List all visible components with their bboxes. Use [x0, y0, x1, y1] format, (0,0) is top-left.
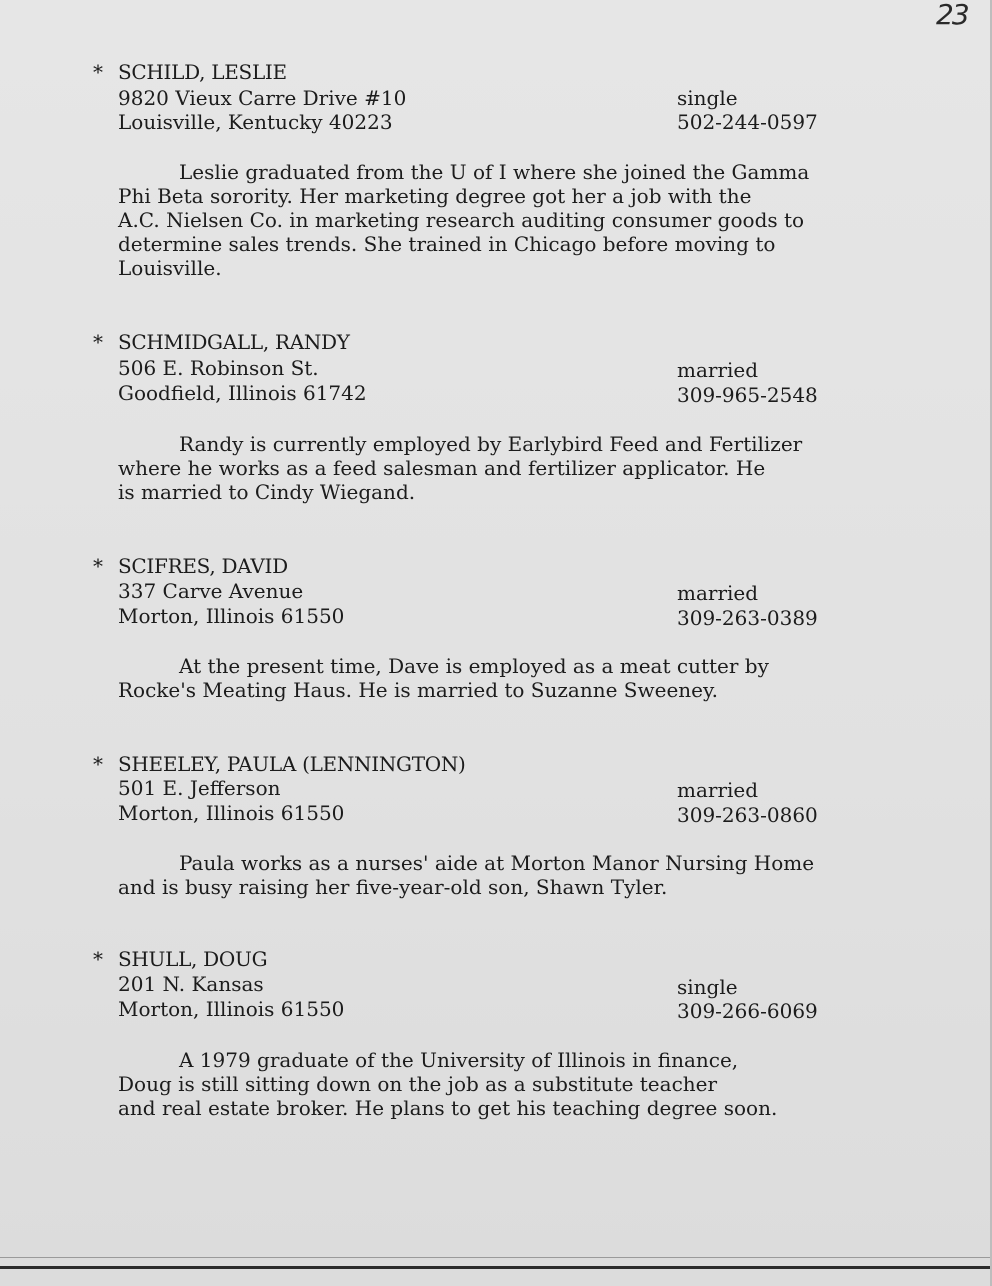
entry-marker: * — [93, 752, 103, 776]
entry-address-line1: 506 E. Robinson St. — [118, 356, 319, 380]
entry-name: SHULL, DOUG — [118, 947, 268, 971]
bio-line: Paula works as a nurses' aide at Morton Manor Nursing Home — [179, 851, 815, 875]
entry-name: SCIFRES, DAVID — [118, 554, 288, 578]
bio-line: Phi Beta sorority. Her marketing degree got her a job with the — [118, 184, 752, 208]
entry-address-line2: Louisville, Kentucky 40223 — [118, 110, 393, 134]
entry-phone: 309-266-6069 — [677, 999, 818, 1023]
bio-line: Louisville. — [118, 256, 222, 280]
bio-line: and real estate broker. He plans to get his teaching degree soon. — [118, 1096, 778, 1120]
entry-address-line1: 9820 Vieux Carre Drive #10 — [118, 86, 407, 110]
bio-line: Rocke's Meating Haus. He is married to Suzanne Sweeney. — [118, 678, 719, 702]
entry-marker: * — [93, 947, 103, 971]
entry-marker: * — [93, 554, 103, 578]
page-bottom-edge — [0, 1266, 992, 1269]
entry-address-line2: Morton, Illinois 61550 — [118, 604, 345, 628]
bio-line: Doug is still sitting down on the job as a substitute teacher — [118, 1072, 718, 1096]
entry-phone: 309-965-2548 — [677, 383, 818, 407]
entry-address-line2: Morton, Illinois 61550 — [118, 801, 345, 825]
entry-marker: * — [93, 60, 103, 84]
entry-address-line1: 501 E. Jefferson — [118, 776, 281, 800]
entry-bio — [118, 160, 938, 280]
bio-line: A.C. Nielsen Co. in marketing research auditing consumer goods to — [118, 208, 805, 232]
entry-address-line2: Morton, Illinois 61550 — [118, 997, 345, 1021]
entry-address-line1: 201 N. Kansas — [118, 972, 264, 996]
entry-address-line2: Goodfield, Illinois 61742 — [118, 381, 367, 405]
bio-line: A 1979 graduate of the University of Illinois in finance, — [179, 1048, 739, 1072]
entry-phone: 309-263-0860 — [677, 803, 818, 827]
entry-bio — [118, 1048, 938, 1120]
entry-bio — [118, 654, 938, 702]
entry-marital-status: single — [677, 86, 738, 110]
bio-line: is married to Cindy Wiegand. — [118, 480, 416, 504]
bio-line: Randy is currently employed by Earlybird Feed and Fertilizer — [179, 432, 803, 456]
entry-marital-status: married — [677, 778, 759, 802]
bio-line: Leslie graduated from the U of I where she joined the Gamma — [179, 160, 810, 184]
entry-address-line1: 337 Carve Avenue — [118, 579, 304, 603]
entry-name: SCHMIDGALL, RANDY — [118, 330, 350, 354]
entry-name: SCHILD, LESLIE — [118, 60, 287, 84]
entry-marital-status: married — [677, 581, 759, 605]
entry-phone: 502-244-0597 — [677, 110, 818, 134]
entry-bio — [118, 432, 938, 504]
bio-line: where he works as a feed salesman and fertilizer applicator. He — [118, 456, 766, 480]
entry-marital-status: single — [677, 975, 738, 999]
entry-name: SHEELEY, PAULA (LENNINGTON) — [118, 752, 466, 776]
entry-marital-status: married — [677, 358, 759, 382]
page-bottom-edge-shadow — [0, 1257, 992, 1258]
entry-marker: * — [93, 330, 103, 354]
bio-line: At the present time, Dave is employed as a meat cutter by — [179, 654, 769, 678]
bio-line: determine sales trends. She trained in Chicago before moving to — [118, 232, 776, 256]
bio-line: and is busy raising her five-year-old son, Shawn Tyler. — [118, 875, 668, 899]
page-number: 23 — [936, 0, 968, 31]
entry-phone: 309-263-0389 — [677, 606, 818, 630]
entry-bio — [118, 851, 938, 899]
